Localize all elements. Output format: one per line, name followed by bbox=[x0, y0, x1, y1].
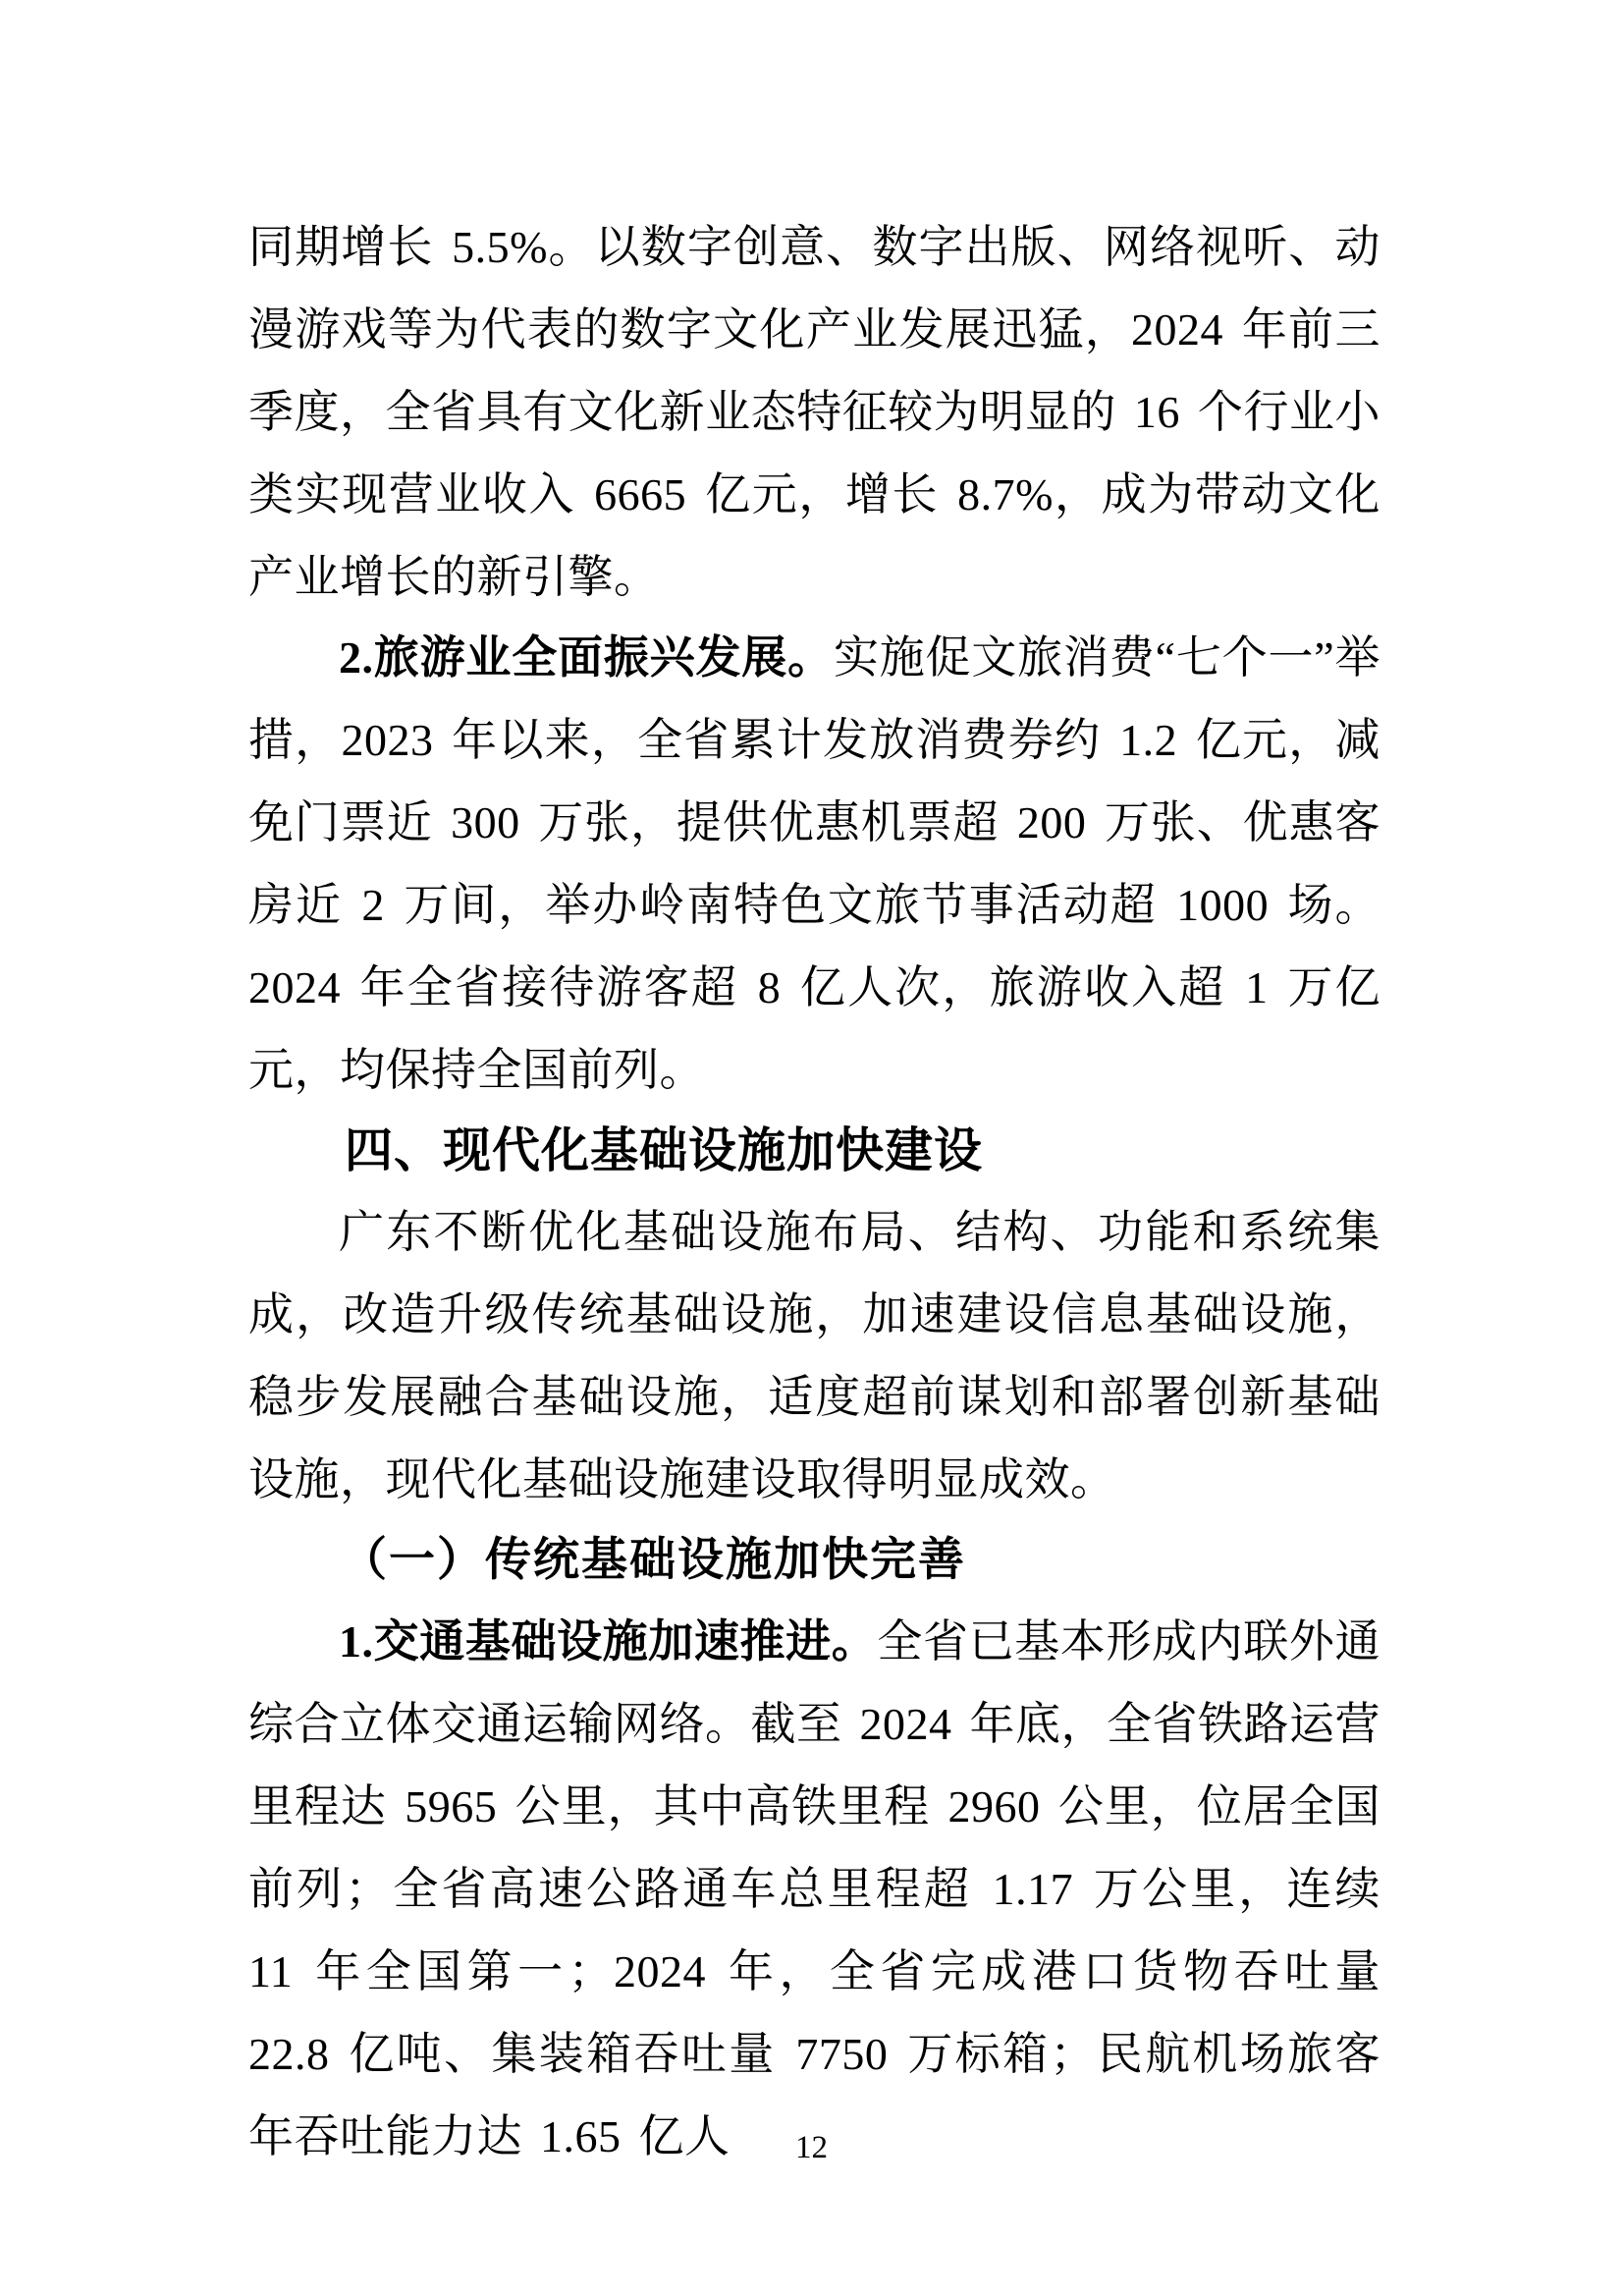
paragraph-tourism-text: 实施促文旅消费“七个一”举措，2023 年以来，全省累计发放消费券约 1.2 亿元，减免门票近 300 万张，提供优惠机票超 200 万张、优惠客房近 2 万间，举办岭南特色文旅节事活动超 1000 场。2024 年全省接待游客超 8 亿人次，旅游收入超 1 万亿元，均保持全国前列。 bbox=[248, 632, 1381, 1095]
paragraph-culture-industry-continuation: 同期增长 5.5%。以数字创意、数字出版、网络视听、动漫游戏等为代表的数字文化产业发展迅猛，2024 年前三季度，全省具有文化新业态特征较为明显的 16 个行业小类实现营业收入 6665 亿元，增长 8.7%，成为带动文化产业增长的新引擎。 bbox=[248, 222, 1380, 602]
paragraph-transport-infrastructure bbox=[248, 1601, 1380, 2178]
page-number: 12 bbox=[795, 2130, 828, 2165]
section-heading-modern-infrastructure: 四、现代化基础设施加快建设 bbox=[345, 1124, 984, 1177]
paragraph-transport-text: 全省已基本形成内联外通综合立体交通运输网络。截至 2024 年底，全省铁路运营里程达 5965 公里，其中高铁里程 2960 公里，位居全国前列；全省高速公路通车总里程超 1.17 万公里，连续 11 年全国第一；2024 年，全省完成港口货物吞吐量 22.8 亿吨、集装箱吞吐量 7750 万标箱；民航机场旅客年吞吐能力达 1.65 亿人 bbox=[248, 1616, 1381, 2161]
paragraph-infrastructure-overview: 广东不断优化基础设施布局、结构、功能和系统集成，改造升级传统基础设施，加速建设信息基础设施，稳步发展融合基础设施，适度超前谋划和部署创新基础设施，现代化基础设施建设取得明显成效。 bbox=[248, 1207, 1380, 1504]
paragraph-transport-lead-heading: 1.交通基础设施加速推进。 bbox=[339, 1616, 878, 1667]
paragraph-tourism-revival bbox=[248, 617, 1380, 1112]
subsection-heading-traditional-infrastructure: （一）传统基础设施加快完善 bbox=[341, 1535, 966, 1586]
paragraph-tourism-lead-heading: 2.旅游业全面振兴发展。 bbox=[339, 632, 834, 683]
